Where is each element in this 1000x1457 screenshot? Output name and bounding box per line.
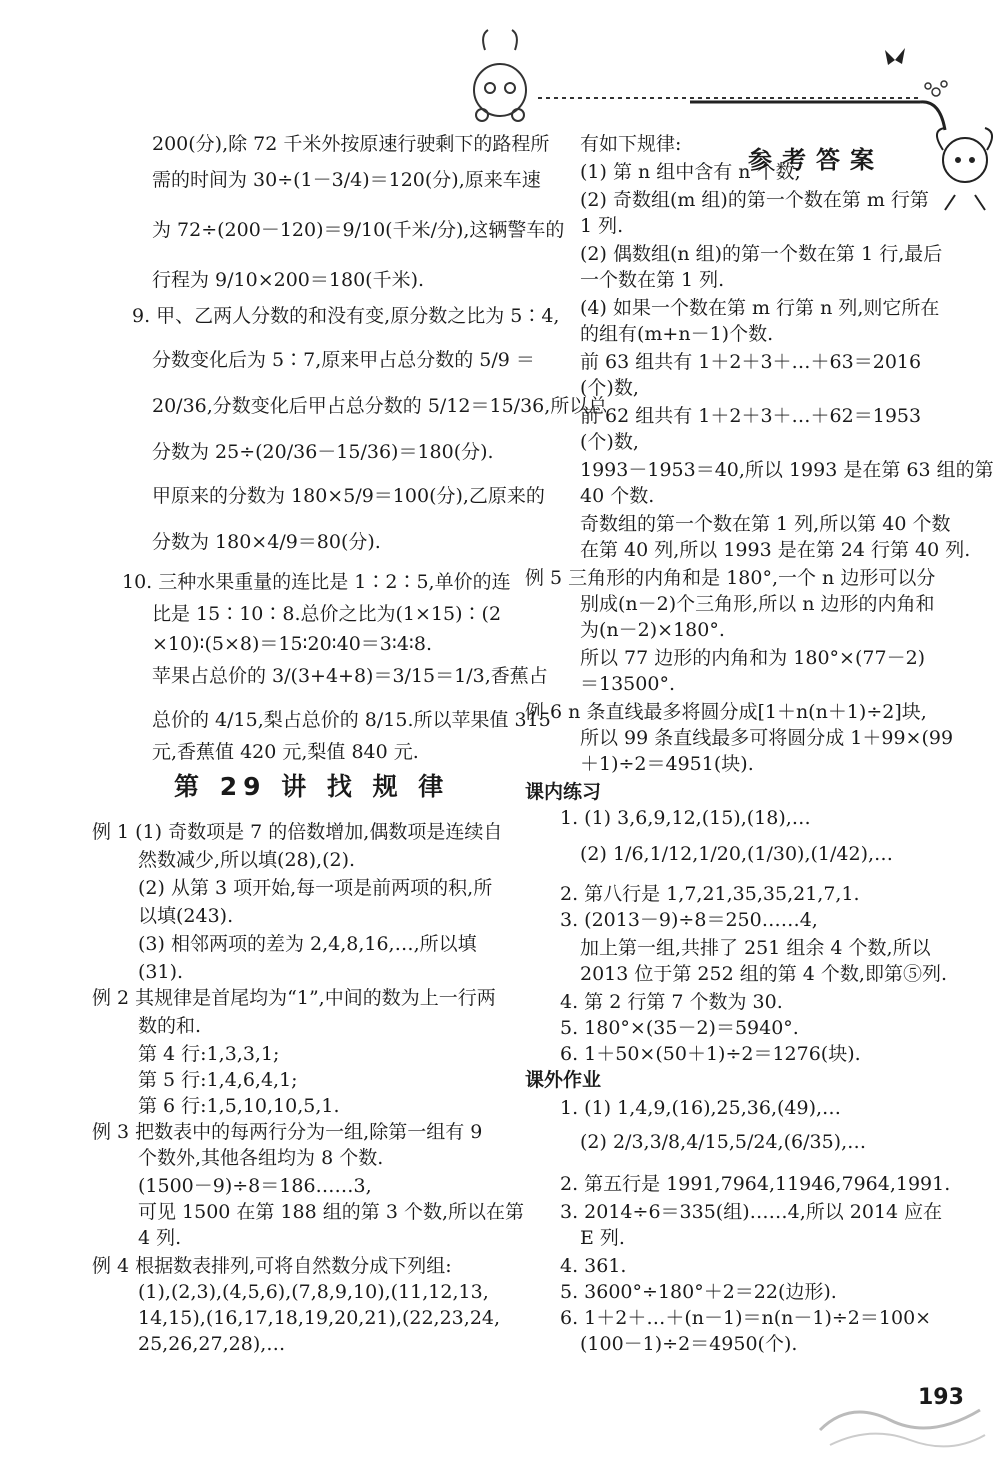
text-line: (2) 奇数组(m 组)的第一个数在第 m 行第	[580, 189, 929, 211]
subsection-heading: 课外作业	[525, 1069, 602, 1091]
text-line: 加上第一组,共排了 251 组余 4 个数,所以	[580, 937, 931, 959]
text-line: 有如下规律:	[580, 133, 682, 155]
text-line: ＝13500°.	[580, 673, 675, 695]
text-line: 的组有(m+n－1)个数.	[580, 323, 774, 345]
text-line: (2) 偶数组(n 组)的第一个数在第 1 行,最后	[580, 243, 943, 265]
text-line: 一个数在第 1 列.	[580, 269, 725, 291]
text-line: 5. 180°×(35－2)＝5940°.	[560, 1017, 799, 1039]
text-line: 6. 1＋2＋…＋(n－1)＝n(n－1)÷2＝100×	[560, 1307, 932, 1329]
text-line: 第 6 行:1,5,10,10,5,1.	[138, 1095, 340, 1117]
text-line: 别成(n－2)个三角形,所以 n 边形的内角和	[580, 593, 935, 615]
text-line: 分数为 25÷(20/36－15/36)＝180(分).	[152, 441, 494, 463]
text-line: (2) 2/3,3/8,4/15,5/24,(6/35),…	[580, 1131, 867, 1153]
text-line: E 列.	[580, 1227, 625, 1249]
girl-icon	[937, 128, 992, 210]
text-line: (个)数,	[580, 377, 639, 399]
text-line: (2) 1/6,1/12,1/20,(1/30),(1/42),…	[580, 843, 894, 865]
section-heading: 第 29 讲 找 规 律	[174, 772, 450, 801]
text-line: 总价的 4/15,梨占总价的 8/15.所以苹果值 315	[152, 709, 551, 731]
text-line: (4) 如果一个数在第 m 行第 n 列,则它所在	[580, 297, 940, 319]
text-line: (个)数,	[580, 431, 639, 453]
text-line: 然数减少,所以填(28),(2).	[138, 849, 356, 871]
text-line: 2. 第八行是 1,7,21,35,35,21,7,1.	[560, 883, 860, 905]
text-line: 以填(243).	[138, 905, 234, 927]
text-line: 分数变化后为 5∶7,原来甲占总分数的 5/9 ＝	[152, 349, 535, 371]
text-line: 为 72÷(200－120)＝9/10(千米/分),这辆警车的	[152, 219, 565, 241]
text-line: 分数为 180×4/9＝80(分).	[152, 531, 381, 553]
text-line: 例 5 三角形的内角和是 180°,一个 n 边形可以分	[525, 567, 936, 589]
corner-decoration	[810, 1370, 990, 1455]
text-line: 1. (1) 1,4,9,(16),25,36,(49),…	[560, 1097, 842, 1119]
text-line: (2) 从第 3 项开始,每一项是前两项的积,所	[138, 877, 493, 899]
text-line: 5. 3600°÷180°＋2＝22(边形).	[560, 1281, 837, 1303]
text-line: 4 列.	[138, 1227, 182, 1249]
text-line: 4. 361.	[560, 1255, 627, 1277]
text-line: 奇数组的第一个数在第 1 列,所以第 40 个数	[580, 513, 951, 535]
text-line: (1) 第 n 组中含有 n 个数,	[580, 161, 801, 183]
text-line: 1 列.	[580, 215, 624, 237]
text-line: 6. 1＋50×(50＋1)÷2＝1276(块).	[560, 1043, 861, 1065]
text-line: 苹果占总价的 3/(3+4+8)＝3/15＝1/3,香蕉占	[152, 665, 548, 687]
text-line: 4. 第 2 行第 7 个数为 30.	[560, 991, 783, 1013]
text-line: 25,26,27,28),…	[138, 1333, 286, 1355]
text-line: 需的时间为 30÷(1－3/4)＝120(分),原来车速	[152, 169, 541, 191]
text-line: (3) 相邻两项的差为 2,4,8,16,…,所以填	[138, 933, 477, 955]
header-title: 参考答案	[748, 146, 884, 174]
text-line: 在第 40 列,所以 1993 是在第 24 行第 40 列.	[580, 539, 971, 561]
text-line: 3. 2014÷6＝335(组)……4,所以 2014 应在	[560, 1201, 943, 1223]
text-line: 所以 77 边形的内角和为 180°×(77－2)	[580, 647, 926, 669]
text-line: 3. (2013－9)÷8＝250……4,	[560, 909, 818, 931]
text-line: 为(n－2)×180°.	[580, 619, 725, 641]
text-line: (31).	[138, 961, 184, 983]
text-line: 可见 1500 在第 188 组的第 3 个数,所以在第	[138, 1201, 524, 1223]
text-line: 行程为 9/10×200＝180(千米).	[152, 269, 425, 291]
text-line: 20/36,分数变化后甲占总分数的 5/12＝15/36,所以总	[152, 395, 608, 417]
text-line: 甲原来的分数为 180×5/9＝100(分),乙原来的	[152, 485, 545, 507]
page-number: 193	[918, 1385, 964, 1410]
bee-icon	[474, 30, 526, 121]
text-line: 例 1 (1) 奇数项是 7 的倍数增加,偶数项是连续自	[92, 821, 503, 843]
text-line: 所以 99 条直线最多可将圆分成 1＋99×(99	[580, 727, 954, 749]
text-line: 9. 甲、乙两人分数的和没有变,原分数之比为 5∶4,	[132, 305, 560, 327]
text-line: (100－1)÷2＝4950(个).	[580, 1333, 798, 1355]
butterfly-icon	[885, 48, 905, 65]
text-line: ×10)∶(5×8)＝15∶20∶40＝3∶4∶8.	[152, 633, 432, 655]
text-line: 2013 位于第 252 组的第 4 个数,即第⑤列.	[580, 963, 947, 985]
text-line: 前 63 组共有 1＋2＋3＋…＋63＝2016	[580, 351, 922, 373]
text-line: 个数外,其他各组均为 8 个数.	[138, 1147, 384, 1169]
text-line: 例 2 其规律是首尾均为“1”,中间的数为上一行两	[92, 987, 496, 1009]
text-line: 10. 三种水果重量的连比是 1∶2∶5,单价的连	[122, 571, 511, 593]
text-line: 第 5 行:1,4,6,4,1;	[138, 1069, 298, 1091]
text-line: 数的和.	[138, 1015, 202, 1037]
text-line: 第 4 行:1,3,3,1;	[138, 1043, 280, 1065]
flower-icon	[925, 81, 947, 96]
text-line: 1993－1953＝40,所以 1993 是在第 63 组的第	[580, 459, 994, 481]
text-line: 前 62 组共有 1＋2＋3＋…＋62＝1953	[580, 405, 922, 427]
text-line: (1500－9)÷8＝186……3,	[138, 1175, 372, 1197]
text-line: 例 6 n 条直线最多将圆分成[1＋n(n＋1)÷2]块,	[525, 701, 927, 723]
text-line: (1),(2,3),(4,5,6),(7,8,9,10),(11,12,13,	[138, 1281, 489, 1303]
text-line: 14,15),(16,17,18,19,20,21),(22,23,24,	[138, 1307, 501, 1329]
text-line: 200(分),除 72 千米外按原速行驶剩下的路程所	[152, 133, 550, 155]
text-line: 例 3 把数表中的每两行分为一组,除第一组有 9	[92, 1121, 483, 1143]
text-line: 比是 15∶10∶8.总价之比为(1×15)∶(2	[152, 603, 502, 625]
text-line: 1. (1) 3,6,9,12,(15),(18),…	[560, 807, 811, 829]
text-line: 2. 第五行是 1991,7964,11946,7964,1991.	[560, 1173, 951, 1195]
text-line: 40 个数.	[580, 485, 655, 507]
text-line: 元,香蕉值 420 元,梨值 840 元.	[152, 741, 419, 763]
text-line: ＋1)÷2＝4951(块).	[580, 753, 754, 775]
subsection-heading: 课内练习	[525, 781, 602, 803]
text-line: 例 4 根据数表排列,可将自然数分成下列组:	[92, 1255, 452, 1277]
